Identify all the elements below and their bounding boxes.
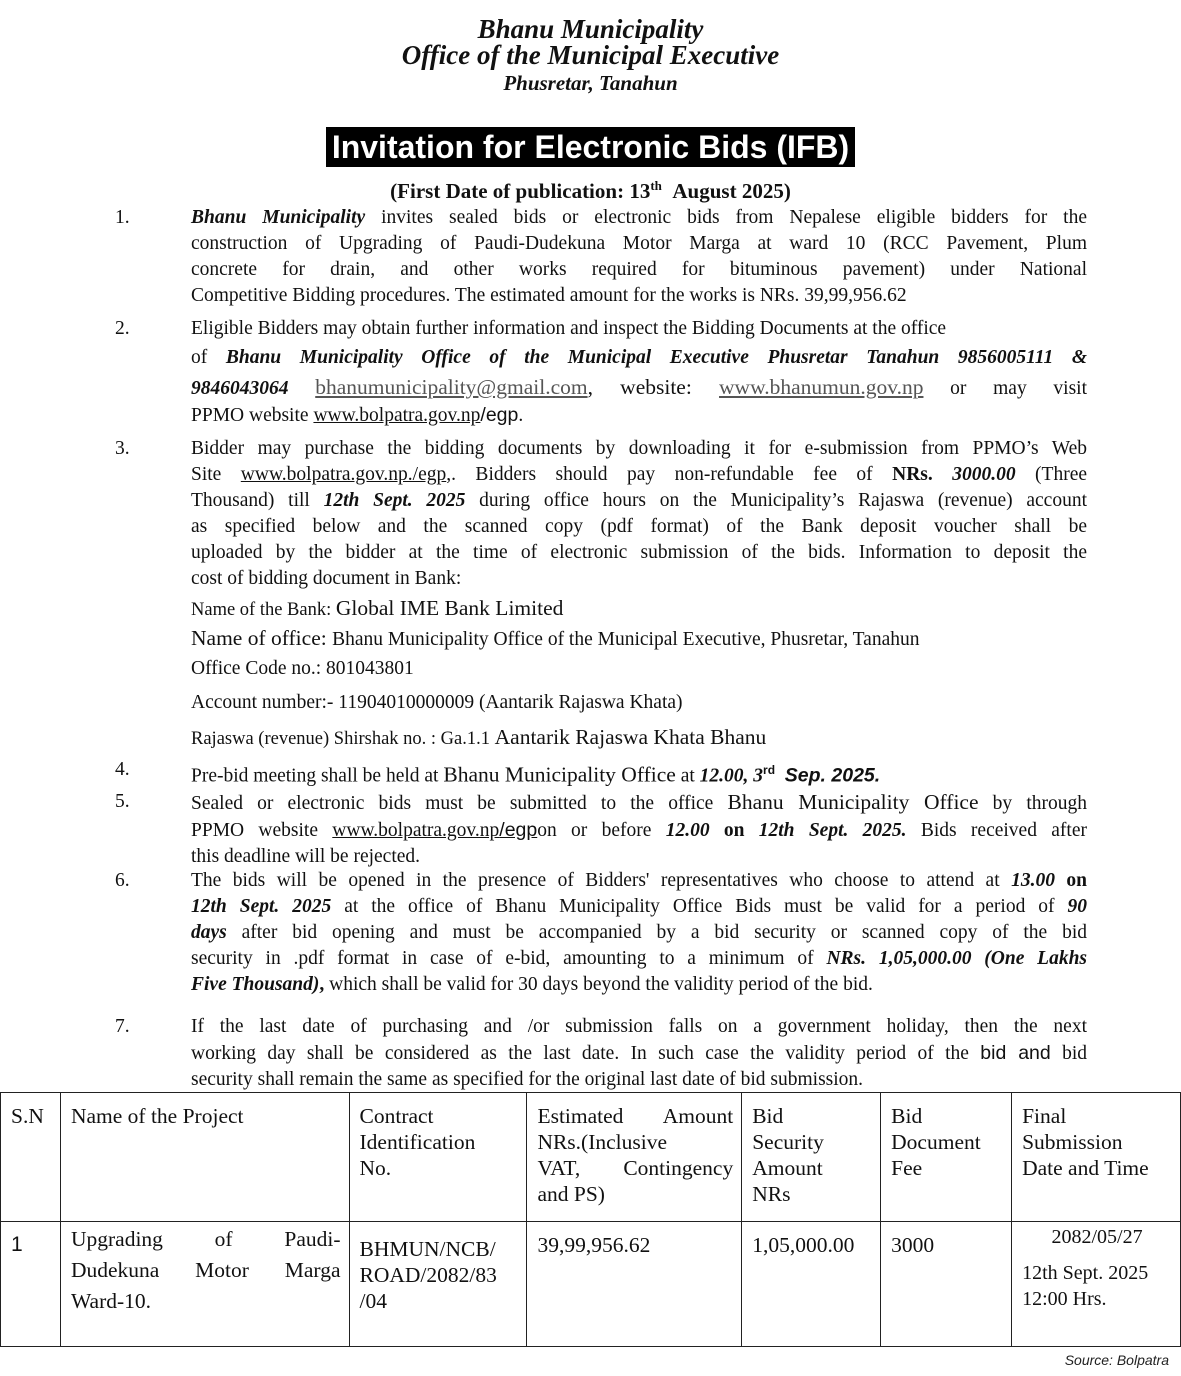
header-line: Estimated Amount [537, 1104, 734, 1128]
item-line [191, 946, 1087, 972]
item-line: as specified below and the scanned copy (pdf format) of the Bank deposit voucher shall be [191, 516, 1087, 537]
item-text: on or before [537, 820, 666, 841]
item-lead: Bhanu Municipality [191, 207, 366, 228]
header-sn: S.N [1, 1093, 61, 1222]
cell-line: /04 [359, 1289, 387, 1313]
header-contract-id [349, 1093, 527, 1222]
phone-number: 9846043064 [191, 378, 289, 399]
office-value: Bhanu Municipality Office of the Municipal Executive, Phusretar, Tanahun [332, 629, 920, 650]
item-number: 7. [115, 1016, 130, 1037]
item-text: PPMO website [191, 405, 314, 426]
item-text: at [675, 765, 700, 787]
item-line [191, 488, 1087, 514]
item-line [191, 402, 1087, 429]
item-text: after bid opening and must be accompanied by a bid security or scanned copy of the bid [226, 922, 1087, 943]
header-line: NRs.(Inclusive [537, 1130, 668, 1154]
item-text: PPMO website [191, 820, 333, 841]
source-credit: Source: Bolpatra [1064, 1352, 1169, 1368]
item-line [191, 345, 1087, 371]
validity-days-label: days [191, 922, 227, 943]
item-text: during office hours on the Municipality’s Rajaswa (revenue) account [465, 490, 1088, 511]
header-line: Document [891, 1130, 981, 1154]
item-text: Bids received after [906, 820, 1087, 841]
item-line [191, 374, 1087, 402]
item-line [191, 462, 1087, 488]
item-text: Site [191, 464, 241, 485]
header-line: Identification [359, 1130, 476, 1154]
item-text: Thousand) till [191, 490, 324, 511]
item-line [191, 920, 1087, 946]
page-title: Invitation for Electronic Bids (IFB) [326, 127, 855, 167]
item-line: cost of bidding document in Bank: [191, 568, 462, 589]
item-text: , [319, 974, 325, 995]
item-body [191, 436, 1087, 592]
cell-document-fee: 3000 [881, 1222, 1012, 1347]
rajaswa-value: Aantarik Rajaswa Khata Bhanu [494, 725, 767, 749]
cell-bid-security: 1,05,000.00 [742, 1222, 881, 1347]
cell-estimated-amount: 39,99,956.62 [527, 1222, 742, 1347]
header-line: Submission [1022, 1130, 1123, 1154]
item-text: Pre-bid meeting shall be held at [191, 765, 444, 787]
item-body [191, 316, 1087, 429]
item-line [191, 817, 1087, 844]
item-text: of [191, 347, 226, 368]
header-document-fee [881, 1093, 1012, 1222]
item-text: security in .pdf format in case of e-bid, amounting to a minimum of [191, 948, 827, 969]
cell-line: Dudekuna Motor Marga [70, 1258, 341, 1282]
item-line: Competitive Bidding procedures. The estimated amount for the works is NRs. 39,99,956.62 [191, 285, 907, 306]
publication-sup: th [650, 178, 662, 193]
item-number: 5. [115, 791, 130, 812]
header-line: Final [1022, 1104, 1067, 1128]
item-text: . [518, 405, 524, 426]
item-line [191, 972, 1087, 998]
submission-time: 12:00 Hrs. [1022, 1288, 1107, 1310]
item-body [191, 757, 1087, 790]
item-line [191, 894, 1087, 920]
header-estimated-amount [527, 1093, 742, 1222]
item-text: invites sealed bids or electronic bids from Nepalese eligible bidders for the [365, 207, 1087, 228]
cell-line: Upgrading of Paudi- [70, 1227, 341, 1251]
table-row [1, 1222, 1181, 1347]
security-words: (One Lakhs [971, 948, 1088, 969]
opening-time: 13.00 [1011, 870, 1055, 891]
cell-project-name [60, 1222, 349, 1347]
cell-sn: 1 [1, 1222, 61, 1347]
opening-date: 12th Sept. 2025 [191, 896, 332, 917]
header-line: Date and Time [1022, 1156, 1149, 1180]
item-text: bid [1050, 1043, 1088, 1064]
item-body [191, 205, 1087, 309]
cell-contract-id [349, 1222, 527, 1347]
publication-prefix: (First Date of publication: 13 [390, 179, 651, 203]
project-table [0, 1092, 1181, 1347]
header-line: Bid [891, 1104, 923, 1128]
header-line: VAT, Contingency [537, 1156, 734, 1180]
item-line: construction of Upgrading of Paudi-Dudekuna Motor Marga at ward 10 (RCC Pavement, Plum [191, 233, 1087, 254]
header-line: Bid [752, 1104, 784, 1128]
item-text: at the office of Bhanu Municipality Office Bids must be valid for a period of [331, 896, 1068, 917]
item-number: 2. [115, 318, 130, 339]
cell-final-submission [1012, 1222, 1181, 1347]
bank-name: Global IME Bank Limited [335, 596, 564, 620]
deadline-date: 12th Sept. 2025 [323, 490, 466, 511]
item-text: /egp [480, 404, 519, 426]
municipality-name: Bhanu Municipality [477, 14, 704, 44]
item-line: concrete for drain, and other works required for bituminous pavement) under National [191, 259, 1087, 280]
cell-line: BHMUN/NCB/ [359, 1237, 496, 1261]
item-text: which shall be valid for 30 days beyond the validity period of the bid. [324, 974, 873, 995]
office-location: Phusretar, Tanahun [503, 71, 678, 95]
venue: Bhanu Municipality Office [443, 762, 676, 787]
item-line [191, 1040, 1087, 1067]
item-line: uploaded by the bidder at the time of electronic submission of the bids. Information to deposit the [191, 542, 1087, 563]
item-line [191, 757, 1087, 790]
publication-date [0, 172, 1181, 205]
ppmo-link-suffix[interactable]: /egp [499, 819, 538, 841]
office-contact: Bhanu Municipality Office of the Municipal Executive Phusretar Tanahun 9856005111 & [225, 347, 1087, 368]
item-body [191, 789, 1087, 870]
meeting-sup: rd [763, 763, 776, 777]
item-line: If the last date of purchasing and /or submission falls on a government holiday, then the next [191, 1016, 1087, 1037]
bank-label: Name of the Bank: [191, 600, 336, 620]
header-line: Fee [891, 1156, 923, 1180]
title-wrap [0, 127, 1181, 167]
website-link[interactable]: www.bhanumun.gov.np [719, 375, 924, 399]
email-link[interactable]: bhanumunicipality@gmail.com [315, 375, 588, 399]
item-line [191, 205, 1087, 231]
item-line [191, 789, 1087, 817]
rajaswa-label: Rajaswa (revenue) Shirshak no. : Ga.1.1 [191, 729, 495, 749]
fee-amount: 3000.00 [952, 464, 1016, 485]
header-line: Security [752, 1130, 824, 1154]
item-line: this deadline will be rejected. [191, 846, 421, 867]
item-text: or may visit [923, 378, 1087, 399]
table-header-row [1, 1093, 1181, 1222]
item-text: working day shall be considered as the last date. In such case the validity period of the [191, 1043, 981, 1064]
item-number: 3. [115, 438, 130, 459]
item-text: The bids will be opened in the presence of Bidders' representatives who choose to attend at [191, 870, 1012, 891]
header-line: and PS) [537, 1182, 605, 1206]
bank-name-line [191, 595, 563, 623]
ppmo-link[interactable]: www.bolpatra.gov.np./egp [240, 464, 447, 485]
office-name: Office of the Municipal Executive [401, 40, 780, 70]
item-line: Eligible Bidders may obtain further information and inspect the Bidding Documents at the office [191, 318, 947, 339]
date-english: 12th Sept. 2025 [1022, 1262, 1149, 1284]
security-words: Five Thousand) [191, 974, 320, 995]
item-line: Bidder may purchase the bidding documents by downloading it for e-submission from PPMO’s Web [191, 438, 1087, 459]
ppmo-link[interactable]: www.bolpatra.gov.np [313, 405, 481, 426]
item-text: , website: [587, 375, 720, 399]
publication-suffix: August 2025) [672, 179, 791, 203]
header-line: Contract [359, 1104, 434, 1128]
security-amount: NRs. 1,05,000.00 [826, 948, 972, 969]
item-line [191, 868, 1087, 894]
header-line: No. [359, 1156, 392, 1180]
cell-line: Ward-10. [70, 1289, 152, 1313]
office-code: Office Code no.: 801043801 [191, 658, 414, 679]
item-number: 4. [115, 759, 130, 780]
deadline-time: 12.00 [665, 820, 710, 841]
office-name: Bhanu Municipality Office [727, 790, 979, 814]
header-line: Amount [752, 1156, 823, 1180]
item-text: Sealed or electronic bids must be submitted to the office [191, 793, 728, 814]
item-line: security shall remain the same as specified for the original last date of bid submission. [191, 1069, 864, 1090]
header-bid-security [742, 1093, 881, 1222]
item-text: by through [978, 793, 1087, 814]
office-label: Name of office: [191, 626, 333, 650]
item-text: bid and [980, 1042, 1051, 1064]
item-text: (Three [1015, 464, 1088, 485]
cell-line: ROAD/2082/83 [359, 1263, 497, 1287]
meeting-time: 12.00, 3 [699, 765, 764, 787]
item-text: on [709, 820, 759, 841]
ppmo-link[interactable]: www.bolpatra.gov.np [332, 820, 500, 841]
item-body [191, 868, 1087, 998]
meeting-date: Sep. 2025. [784, 764, 881, 787]
account-number: Account number:- 11904010000009 (Aantarik Rajaswa Khata) [191, 692, 683, 713]
rajaswa-line [191, 724, 766, 752]
item-number: 1. [115, 207, 130, 228]
office-name-line [191, 625, 920, 653]
fee-currency: NRs. [892, 464, 933, 485]
date-nepali: 2082/05/27 [1051, 1226, 1143, 1248]
header-line: NRs [752, 1182, 791, 1206]
header-project-name: Name of the Project [60, 1093, 349, 1222]
validity-days: 90 [1067, 896, 1087, 917]
header-final-submission [1012, 1093, 1181, 1222]
item-text: on [1054, 870, 1087, 891]
item-body [191, 1014, 1087, 1093]
deadline-date: 12th Sept. 2025. [758, 820, 907, 841]
item-number: 6. [115, 870, 130, 891]
item-text: ,. Bidders should pay non-refundable fee of [446, 464, 893, 485]
